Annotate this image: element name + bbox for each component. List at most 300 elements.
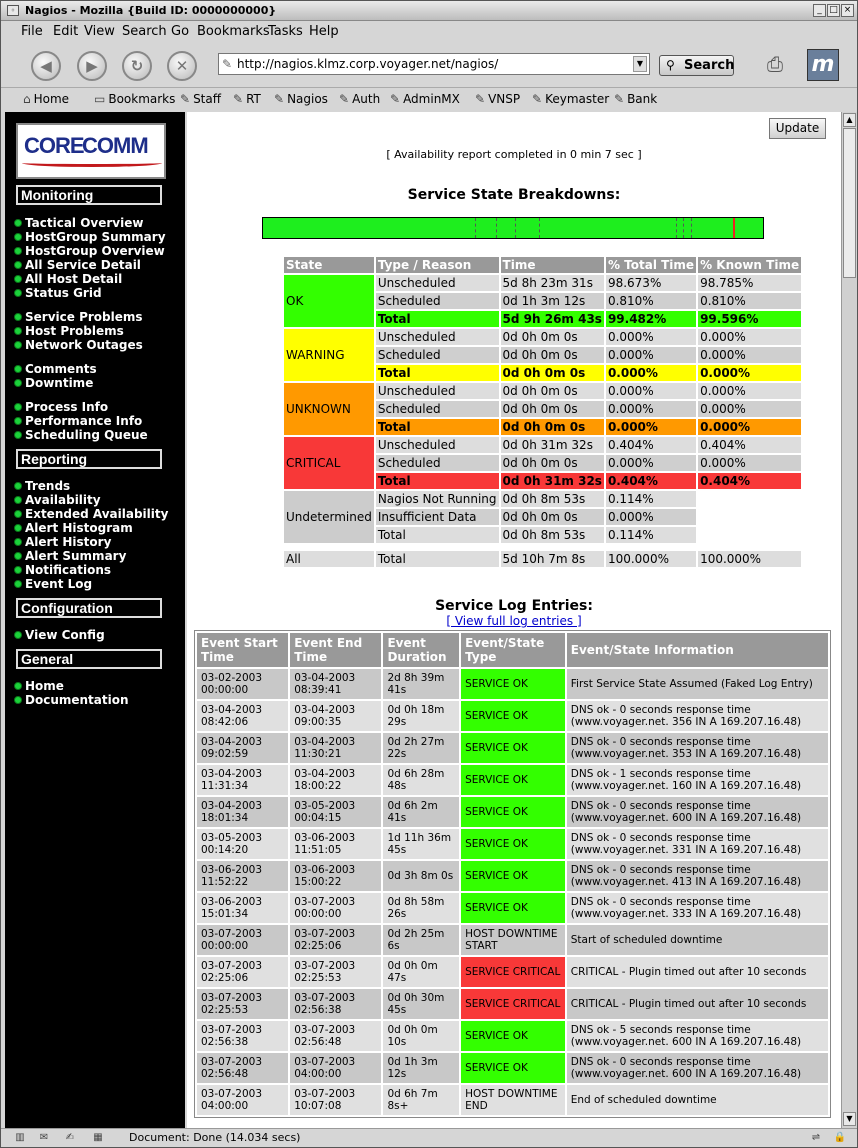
breakdown-row	[284, 383, 801, 399]
sidebar-link-label: Scheduling Queue	[25, 428, 148, 442]
log-end-time: 03-07-2003 02:56:38	[290, 989, 381, 1019]
bookmark-icon: ✎	[274, 92, 285, 106]
breakdown-cell: 0d 0h 8m 53s	[501, 491, 604, 507]
log-end-time: 03-07-2003 00:00:00	[290, 893, 381, 923]
sidebar-link-label: Alert Summary	[25, 549, 127, 563]
bookmark-label: VNSP	[488, 92, 521, 106]
service-log-table	[194, 630, 831, 1118]
log-duration: 0d 6h 28m 48s	[383, 765, 459, 795]
bullet-icon	[14, 696, 22, 704]
log-state-type: HOST DOWNTIME END	[461, 1085, 565, 1115]
sidebar-link-notifications[interactable]	[14, 563, 111, 577]
breakdown-cell: 0.000%	[606, 455, 696, 471]
breakdown-cell: Unscheduled	[376, 329, 499, 345]
log-end-time: 03-06-2003 11:51:05	[290, 829, 381, 859]
online-icon: ⇌	[811, 1132, 821, 1143]
sidebar-link-label: Performance Info	[25, 414, 143, 428]
minimize-button[interactable]: _	[813, 4, 826, 17]
log-duration: 0d 2h 27m 22s	[383, 733, 459, 763]
log-start-time: 03-06-2003 11:52:22	[197, 861, 288, 891]
bookmark-icon: ✎	[390, 92, 401, 106]
sidebar-link-label: Comments	[25, 362, 97, 376]
log-state-type: SERVICE OK	[461, 797, 565, 827]
scroll-thumb[interactable]	[843, 128, 856, 278]
breakdown-cell: Unscheduled	[376, 275, 499, 291]
sidebar-link-home[interactable]	[14, 679, 64, 693]
log-row	[197, 1085, 828, 1115]
bookmark-staff[interactable]	[180, 88, 221, 110]
state-change-mark	[496, 218, 497, 238]
bookmark-label: Home	[33, 92, 70, 106]
bookmarks-toolbar	[1, 87, 857, 110]
sidebar-link-label: Documentation	[25, 693, 129, 707]
print-icon[interactable]: ⎙	[767, 52, 783, 76]
log-header: Event Duration	[383, 633, 459, 667]
log-row	[197, 765, 828, 795]
breakdown-cell: Unscheduled	[376, 437, 499, 453]
log-start-time: 03-04-2003 11:31:34	[197, 765, 288, 795]
breakdown-cell: 0.000%	[698, 401, 801, 417]
log-info: CRITICAL - Plugin timed out after 10 seconds	[567, 957, 828, 987]
log-title: Service Log Entries:	[435, 598, 593, 614]
log-state-type: SERVICE OK	[461, 1053, 565, 1083]
log-duration: 0d 8h 58m 26s	[383, 893, 459, 923]
logo-text-2: COMM	[82, 133, 148, 158]
log-header-row	[197, 633, 828, 667]
log-end-time: 03-07-2003 02:56:48	[290, 1021, 381, 1051]
log-info: DNS ok - 0 seconds response time (www.voyager.net. 600 IN A 169.207.16.48)	[567, 797, 828, 827]
corecomm-logo[interactable]	[16, 123, 166, 179]
sidebar-link-label: Host Problems	[25, 324, 124, 338]
log-row	[197, 701, 828, 731]
state-timeline-bar[interactable]	[262, 217, 764, 239]
breakdown-row	[284, 437, 801, 453]
menu-bar	[1, 21, 857, 43]
sidebar-link-label: Process Info	[25, 400, 109, 414]
logo-text-1: CORE	[24, 133, 84, 158]
log-duration: 0d 3h 8m 0s	[383, 861, 459, 891]
back-button[interactable]: ◀	[31, 51, 61, 81]
sidebar-link-label: Tactical Overview	[25, 216, 144, 230]
state-cell: WARNING	[284, 329, 374, 381]
all-cell: 5d 10h 7m 8s	[501, 551, 604, 567]
log-info: DNS ok - 0 seconds response time (www.voyager.net. 333 IN A 169.207.16.48)	[567, 893, 828, 923]
component-bar-icon[interactable]: ▥	[15, 1132, 25, 1143]
bullet-icon	[14, 417, 22, 425]
maximize-button[interactable]: □	[827, 4, 840, 17]
sidebar-link-all-service-detail[interactable]	[14, 258, 141, 272]
breakdown-cell: 0d 0h 0m 0s	[501, 383, 604, 399]
sidebar-link-network-outages[interactable]	[14, 338, 143, 352]
log-state-type: HOST DOWNTIME START	[461, 925, 565, 955]
log-info: DNS ok - 0 seconds response time (www.voyager.net. 353 IN A 169.207.16.48)	[567, 733, 828, 763]
menu-search[interactable]: Search	[122, 24, 167, 39]
breakdown-spacer	[284, 545, 801, 549]
all-cell: 100.000%	[606, 551, 696, 567]
breakdown-cell: Total	[376, 365, 499, 381]
window-menu-icon[interactable]: ◦	[7, 5, 19, 16]
bullet-icon	[14, 496, 22, 504]
menu-go[interactable]: Go	[171, 24, 190, 39]
bookmark-bookmarks[interactable]	[94, 88, 175, 110]
breakdown-cell: 0.000%	[698, 347, 801, 363]
log-state-type: SERVICE OK	[461, 733, 565, 763]
breakdown-cell: 0d 0h 31m 32s	[502, 474, 602, 488]
breakdown-cell: 0d 0h 0m 0s	[501, 347, 604, 363]
close-window-button[interactable]: ×	[841, 4, 854, 17]
breakdown-title: Service State Breakdowns:	[407, 187, 621, 203]
bookmark-label: Staff	[193, 92, 222, 106]
sidebar-link-label: All Host Detail	[25, 272, 123, 286]
breakdown-cell: 0.404%	[606, 437, 696, 453]
breakdown-cell: 0.404%	[606, 473, 696, 489]
breakdown-cell: 0d 0h 0m 0s	[501, 365, 604, 381]
log-end-time: 03-06-2003 15:00:22	[290, 861, 381, 891]
sidebar-link-label: Notifications	[25, 563, 112, 577]
log-duration: 1d 11h 36m 45s	[383, 829, 459, 859]
addressbook-icon[interactable]: ▦	[93, 1132, 103, 1143]
url-field[interactable]	[218, 53, 650, 75]
sidebar-link-hostgroup-summary[interactable]	[14, 230, 166, 244]
update-button[interactable]: Update	[769, 118, 826, 139]
log-row	[197, 669, 828, 699]
sidebar-link-alert-history[interactable]	[14, 535, 111, 549]
log-info: First Service State Assumed (Faked Log Entry)	[567, 669, 828, 699]
breakdown-cell: Unscheduled	[376, 383, 499, 399]
breakdown-cell: Scheduled	[376, 293, 499, 309]
log-duration: 0d 0h 18m 29s	[383, 701, 459, 731]
state-change-mark	[539, 218, 540, 238]
bookmark-adminmx[interactable]	[390, 88, 460, 110]
report-content	[187, 112, 841, 1128]
bookmark-nagios[interactable]	[274, 88, 328, 110]
sidebar-link-hostgroup-overview[interactable]	[14, 244, 165, 258]
breakdown-cell: 0d 0h 0m 0s	[501, 329, 604, 345]
breakdown-header: Type / Reason	[376, 257, 499, 273]
breakdown-cell: 0.000%	[606, 347, 696, 363]
log-info: CRITICAL - Plugin timed out after 10 seconds	[567, 989, 828, 1019]
log-row	[197, 1053, 828, 1083]
breakdown-cell: 0d 0h 0m 0s	[501, 509, 604, 525]
sidebar-link-event-log[interactable]	[14, 577, 92, 591]
log-info: DNS ok - 0 seconds response time (www.voyager.net. 600 IN A 169.207.16.48)	[567, 1053, 828, 1083]
log-start-time: 03-05-2003 00:14:20	[197, 829, 288, 859]
log-row	[197, 989, 828, 1019]
reload-button[interactable]: ↻	[122, 51, 152, 81]
breakdown-cell: 0d 1h 3m 12s	[501, 293, 604, 309]
search-button-label: Search	[684, 58, 735, 73]
state-cell: OK	[284, 275, 374, 327]
breakdown-cell: 0.000%	[606, 329, 696, 345]
log-info: DNS ok - 5 seconds response time (www.voyager.net. 600 IN A 169.207.16.48)	[567, 1021, 828, 1051]
breakdown-cell: 0.000%	[698, 365, 801, 381]
bullet-icon	[14, 682, 22, 690]
breakdown-row	[284, 491, 801, 507]
breakdown-cell: 0d 0h 0m 0s	[501, 401, 604, 417]
log-row	[197, 925, 828, 955]
log-start-time: 03-07-2003 04:00:00	[197, 1085, 288, 1115]
navigation-toolbar	[1, 43, 857, 87]
mozilla-logo: m	[807, 49, 839, 81]
log-state-type: SERVICE OK	[461, 861, 565, 891]
log-info: DNS ok - 0 seconds response time (www.voyager.net. 413 IN A 169.207.16.48)	[567, 861, 828, 891]
sidebar-link-tactical-overview[interactable]	[14, 216, 143, 230]
search-icon: ⚲	[666, 58, 675, 72]
bookmark-label: Auth	[352, 92, 381, 106]
security-lock-icon[interactable]: 🔒	[833, 1132, 847, 1143]
all-cell: 100.000%	[698, 551, 801, 567]
sidebar-link-label: HostGroup Overview	[25, 244, 165, 258]
bullet-icon	[14, 524, 22, 532]
breakdown-cell: 0.000%	[606, 365, 696, 381]
sidebar-link-process-info[interactable]	[14, 400, 108, 414]
bookmark-label: Keymaster	[545, 92, 610, 106]
breakdown-cell: 99.482%	[606, 311, 696, 327]
bookmark-label: AdminMX	[403, 92, 460, 106]
sidebar-link-downtime[interactable]	[14, 376, 93, 390]
menu-file[interactable]: File	[21, 24, 43, 39]
scroll-up-icon[interactable]: ▲	[843, 113, 856, 127]
log-end-time: 03-07-2003 10:07:08	[290, 1085, 381, 1115]
breakdown-header: State	[284, 257, 374, 273]
sidebar-link-label: Extended Availability	[25, 507, 169, 521]
sidebar-link-label: HostGroup Summary	[25, 230, 166, 244]
bookmark-icon: ✎	[532, 92, 543, 106]
sidebar-link-label: Availability	[25, 493, 101, 507]
url-text: http://nagios.klmz.corp.voyager.net/nagios/	[237, 57, 499, 71]
bookmark-home[interactable]	[23, 88, 69, 110]
bookmark-icon: ✎	[614, 92, 625, 106]
bookmark-auth[interactable]	[339, 88, 380, 110]
log-info: DNS ok - 0 seconds response time (www.voyager.net. 331 IN A 169.207.16.48)	[567, 829, 828, 859]
log-row	[197, 797, 828, 827]
critical-mark	[733, 218, 735, 238]
bullet-icon	[14, 275, 22, 283]
breakdown-cell: 0.810%	[698, 293, 801, 309]
bullet-icon	[14, 538, 22, 546]
breakdown-cell: Total	[376, 419, 499, 435]
bullet-icon	[14, 379, 22, 387]
breakdown-cell: 0.404%	[698, 473, 801, 489]
sidebar-link-host-problems[interactable]	[14, 324, 124, 338]
log-duration: 0d 2h 25m 6s	[383, 925, 459, 955]
log-info: DNS ok - 1 seconds response time (www.voyager.net. 160 IN A 169.207.16.48)	[567, 765, 828, 795]
bookmark-icon: ✎	[233, 92, 244, 106]
breakdown-cell: 0.000%	[698, 329, 801, 345]
sidebar-link-documentation[interactable]	[14, 693, 129, 707]
breakdown-all-row	[284, 551, 801, 567]
bookmark-bank[interactable]	[614, 88, 657, 110]
sidebar-link-label: Home	[25, 679, 64, 693]
log-start-time: 03-04-2003 09:02:59	[197, 733, 288, 763]
spacer-cell	[284, 545, 801, 549]
log-state-type: SERVICE OK	[461, 829, 565, 859]
menu-edit[interactable]: Edit	[53, 24, 79, 39]
forward-button[interactable]: ▶	[77, 51, 107, 81]
bullet-icon	[14, 365, 22, 373]
section-configuration: Configuration	[16, 598, 162, 618]
bullet-icon	[14, 219, 22, 227]
breakdown-cell: 98.785%	[698, 275, 801, 291]
state-change-mark	[683, 218, 684, 238]
all-cell: All	[284, 551, 374, 567]
breakdown-cell: 5d 8h 23m 31s	[501, 275, 604, 291]
breakdown-header: Time	[501, 257, 604, 273]
section-reporting: Reporting	[16, 449, 162, 469]
state-change-mark	[676, 218, 677, 238]
composer-icon[interactable]: ✍	[65, 1132, 75, 1143]
bullet-icon	[14, 510, 22, 518]
log-state-type: SERVICE CRITICAL	[461, 957, 565, 987]
log-state-type: SERVICE OK	[461, 765, 565, 795]
status-bar	[1, 1128, 857, 1147]
sidebar-link-view-config[interactable]	[14, 628, 105, 642]
bullet-icon	[14, 552, 22, 560]
bookmark-icon: ✎	[475, 92, 486, 106]
log-end-time: 03-05-2003 00:04:15	[290, 797, 381, 827]
state-cell: CRITICAL	[284, 437, 374, 489]
breakdown-cell: 0.000%	[698, 455, 801, 471]
log-start-time: 03-07-2003 00:00:00	[197, 925, 288, 955]
log-state-type: SERVICE OK	[461, 701, 565, 731]
log-info: End of scheduled downtime	[567, 1085, 828, 1115]
log-state-type: SERVICE CRITICAL	[461, 989, 565, 1019]
log-row	[197, 861, 828, 891]
breakdown-cell: Scheduled	[376, 401, 499, 417]
log-start-time: 03-07-2003 02:25:06	[197, 957, 288, 987]
mail-icon[interactable]: ✉	[39, 1132, 49, 1143]
bookmark-label: Nagios	[287, 92, 328, 106]
stop-button[interactable]: ✕	[167, 51, 197, 81]
log-duration: 2d 8h 39m 41s	[383, 669, 459, 699]
sidebar-link-alert-summary[interactable]	[14, 549, 126, 563]
log-duration: 0d 0h 30m 45s	[383, 989, 459, 1019]
bookmark-rt[interactable]	[233, 88, 261, 110]
sidebar-link-label: Event Log	[25, 577, 93, 591]
log-row	[197, 829, 828, 859]
breakdown-cell: 98.673%	[606, 275, 696, 291]
breakdown-cell: Nagios Not Running	[377, 492, 497, 506]
section-monitoring: Monitoring	[16, 185, 162, 205]
section-general: General	[16, 649, 162, 669]
log-state-type: SERVICE OK	[461, 893, 565, 923]
log-header: Event Start Time	[197, 633, 288, 667]
breakdown-row	[284, 329, 801, 345]
sidebar-link-label: Downtime	[25, 376, 94, 390]
sidebar-link-service-problems[interactable]	[14, 310, 143, 324]
menu-bookmarks[interactable]: Bookmarks	[197, 24, 270, 39]
state-change-mark	[475, 218, 476, 238]
log-info: DNS ok - 0 seconds response time (www.voyager.net. 356 IN A 169.207.16.48)	[567, 701, 828, 731]
sidebar-link-comments[interactable]	[14, 362, 97, 376]
bookmark-icon: ✎	[339, 92, 350, 106]
breakdown-cell: Scheduled	[376, 455, 499, 471]
breakdown-cell: 0d 0h 0m 0s	[501, 455, 604, 471]
state-change-mark	[515, 218, 516, 238]
sidebar-link-label: Trends	[25, 479, 71, 493]
log-start-time: 03-02-2003 00:00:00	[197, 669, 288, 699]
bullet-icon	[14, 327, 22, 335]
logo-swoosh	[22, 159, 162, 167]
bullet-icon	[14, 431, 22, 439]
menu-help[interactable]: Help	[309, 24, 339, 39]
menu-view[interactable]: View	[84, 24, 115, 39]
log-start-time: 03-07-2003 02:25:53	[197, 989, 288, 1019]
log-end-time: 03-07-2003 04:00:00	[290, 1053, 381, 1083]
log-info: Start of scheduled downtime	[567, 925, 828, 955]
sidebar-link-label: Network Outages	[25, 338, 143, 352]
nagios-sidebar	[5, 112, 185, 1128]
bullet-icon	[14, 313, 22, 321]
bookmark-vnsp[interactable]	[475, 88, 520, 110]
sidebar-link-extended-availability[interactable]	[14, 507, 168, 521]
sidebar-link-label: Status Grid	[25, 286, 102, 300]
breakdown-cell: 0.000%	[606, 419, 696, 435]
log-state-type: SERVICE OK	[461, 1021, 565, 1051]
sidebar-link-status-grid[interactable]	[14, 286, 102, 300]
log-duration: 0d 6h 2m 41s	[383, 797, 459, 827]
sidebar-link-scheduling-queue[interactable]	[14, 428, 148, 442]
folder-icon: ▭	[94, 92, 106, 106]
search-button[interactable]	[659, 55, 734, 76]
bullet-icon	[14, 341, 22, 349]
log-end-time: 03-07-2003 02:25:53	[290, 957, 381, 987]
breakdown-cell: 0.000%	[606, 401, 696, 417]
sidebar-link-label: All Service Detail	[25, 258, 141, 272]
menu-tasks[interactable]: Tasks	[268, 24, 303, 39]
breakdown-cell: 5d 9h 26m 43s	[502, 312, 602, 326]
log-start-time: 03-07-2003 02:56:48	[197, 1053, 288, 1083]
breakdown-cell: 0.000%	[606, 383, 696, 399]
breakdown-cell: Scheduled	[376, 347, 499, 363]
log-duration: 0d 1h 3m 12s	[383, 1053, 459, 1083]
scroll-down-icon[interactable]: ▼	[843, 1112, 856, 1126]
sidebar-link-label: Service Problems	[25, 310, 143, 324]
state-cell: UNKNOWN	[284, 383, 374, 435]
bookmark-label: Bank	[627, 92, 658, 106]
bullet-icon	[14, 261, 22, 269]
log-start-time: 03-06-2003 15:01:34	[197, 893, 288, 923]
sidebar-link-all-host-detail[interactable]	[14, 272, 122, 286]
sidebar-link-alert-histogram[interactable]	[14, 521, 133, 535]
sidebar-link-availability[interactable]	[14, 493, 101, 507]
bullet-icon	[14, 566, 22, 574]
vertical-scrollbar[interactable]	[841, 112, 857, 1128]
breakdown-header: % Known Time	[700, 258, 800, 272]
all-cell: Total	[376, 551, 499, 567]
url-dropdown-icon[interactable]: ▼	[633, 56, 647, 72]
log-end-time: 03-07-2003 02:25:06	[290, 925, 381, 955]
sidebar-link-trends[interactable]	[14, 479, 70, 493]
sidebar-link-performance-info[interactable]	[14, 414, 142, 428]
log-row	[197, 733, 828, 763]
breakdown-cell: 0.000%	[698, 419, 801, 435]
breakdown-row	[284, 275, 801, 291]
home-icon: ⌂	[23, 92, 31, 106]
log-end-time: 03-04-2003 09:00:35	[290, 701, 381, 731]
log-start-time: 03-04-2003 18:01:34	[197, 797, 288, 827]
bullet-icon	[14, 580, 22, 588]
breakdown-cell: 0.114%	[606, 527, 696, 543]
log-header: Event End Time	[290, 633, 381, 667]
title-bar	[1, 1, 857, 21]
view-full-log-link[interactable]: [ View full log entries ]	[446, 614, 582, 628]
bookmark-label: Bookmarks	[108, 92, 176, 106]
log-row	[197, 893, 828, 923]
bookmark-keymaster[interactable]	[532, 88, 609, 110]
breakdown-cell: 0.404%	[698, 437, 801, 453]
sidebar-link-label: Alert History	[25, 535, 112, 549]
